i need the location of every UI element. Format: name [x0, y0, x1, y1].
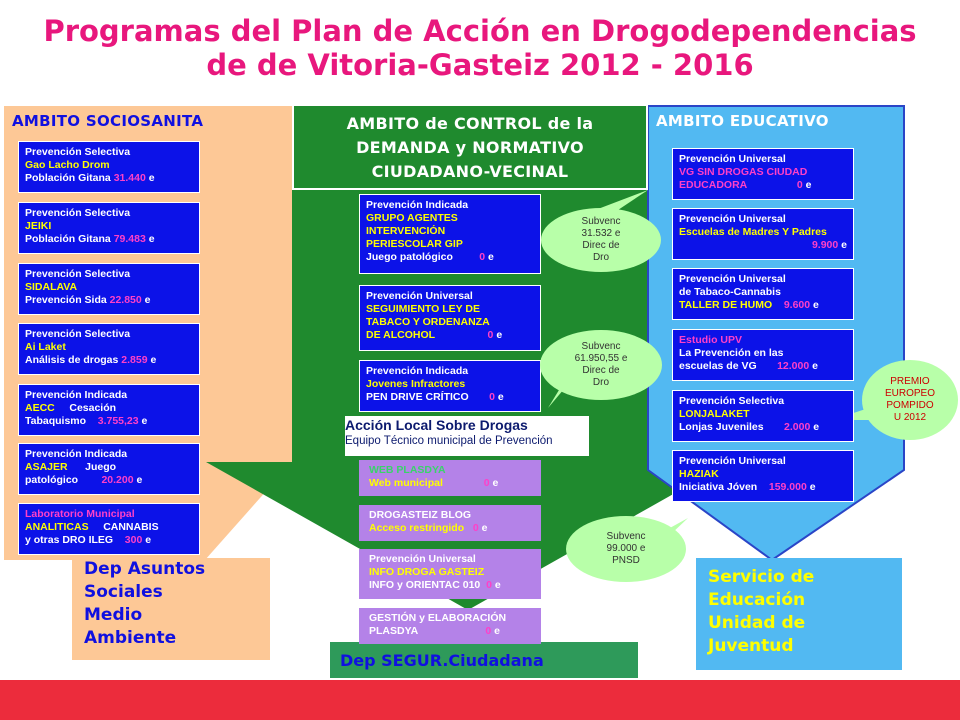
ambito-control-line-1: AMBITO de CONTROL de la: [346, 114, 594, 133]
program-type: Prevención Universal: [679, 273, 786, 285]
program-unit: e: [496, 329, 503, 341]
program-name: VG SIN DROGAS CIUDAD: [679, 166, 808, 178]
ambito-socio-heading: AMBITO SOCIOSANITA: [12, 112, 204, 130]
program-amount: 159.000: [768, 481, 807, 493]
program-unit: e: [813, 299, 819, 311]
program-name: Jovenes Infractores: [366, 378, 466, 390]
program-name: SEGUIMIENTO LEY DE: [366, 303, 480, 315]
ambito-control-heading: [292, 104, 648, 190]
program-name-extra: Cesación: [69, 402, 117, 414]
program-name-2: INTERVENCIÓN: [366, 225, 446, 237]
program-amount: 0: [485, 625, 492, 637]
program-desc: Población Gitana: [25, 172, 111, 184]
program-unit: e: [494, 625, 500, 637]
right-program-box: [672, 208, 854, 260]
program-type: Prevención Selectiva: [25, 268, 131, 280]
program-type: Prevención Indicada: [366, 365, 469, 377]
program-unit: e: [481, 522, 488, 534]
dept-seguridad-ciudadana: Dep SEGUR.Ciudadana: [340, 651, 544, 670]
program-type: Prevención Selectiva: [25, 207, 131, 219]
subvencion-bubble: Subvenc 31.532 e Direc de Dro: [541, 208, 661, 272]
program-unit: e: [487, 251, 494, 263]
title-line-2: de de Vitoria-Gasteiz 2012 - 2016: [206, 48, 754, 82]
ambito-control-line-2: DEMANDA y NORMATIVO: [356, 138, 584, 157]
program-desc: patológico: [25, 474, 79, 486]
right-program-box: [672, 329, 854, 381]
program-type: Prevención Universal: [679, 153, 786, 165]
program-amount: 0: [486, 579, 492, 591]
program-desc: PEN DRIVE CRÍTICO: [366, 391, 469, 403]
program-type: Prevención Selectiva: [679, 395, 785, 407]
program-name: ASAJER: [25, 461, 68, 473]
program-unit: e: [492, 477, 499, 489]
program-amount: 12.000: [777, 360, 810, 372]
left-program-box: [18, 323, 200, 375]
program-amount: 300: [124, 534, 143, 546]
program-amount: 20.200: [101, 474, 134, 486]
program-type: Prevención Universal: [366, 290, 473, 302]
program-unit: e: [145, 534, 152, 546]
program-desc: INFO y ORIENTAC 010: [369, 579, 481, 591]
program-desc: Población Gitana: [25, 233, 111, 245]
program-amount: 2.000: [784, 421, 811, 433]
program-name: ANALITICAS: [25, 521, 89, 533]
program-amount: 2.859: [121, 354, 148, 366]
program-type: Prevención Universal: [369, 553, 476, 565]
left-program-box: [18, 263, 200, 315]
program-desc: Tabaquismo: [25, 415, 87, 427]
program-desc: Lonjas Juveniles: [679, 421, 764, 433]
ambito-control-line-3: CIUDADANO-VECINAL: [371, 162, 569, 181]
program-name: AECC: [25, 402, 55, 414]
program-name: JEIKI: [25, 220, 52, 232]
program-desc: PLASDYA: [369, 625, 419, 637]
program-amount: 0: [483, 477, 490, 489]
program-amount: 79.483: [113, 233, 146, 245]
program-desc: Juego patológico: [366, 251, 453, 263]
program-type: Laboratorio Municipal: [25, 508, 135, 520]
program-unit: e: [497, 391, 504, 403]
program-desc: TALLER DE HUMO: [679, 299, 773, 311]
program-desc: y otras DRO ILEG: [25, 534, 114, 546]
program-desc: Web municipal: [369, 477, 443, 489]
program-name-extra: CANNABIS: [103, 521, 159, 533]
program-desc: Análisis de drogas: [25, 354, 119, 366]
program-unit: e: [144, 294, 151, 306]
program-unit: e: [136, 474, 143, 486]
program-amount: 31.440: [113, 172, 146, 184]
program-name: GRUPO AGENTES: [366, 212, 458, 224]
accion-local-subtitle: Equipo Técnico municipal de Prevención: [345, 435, 553, 447]
program-unit: e: [150, 354, 157, 366]
premio-bubble: PREMIO EUROPEO POMPIDO U 2012: [862, 360, 958, 440]
dept-asuntos-sociales: Dep Asuntos Sociales Medio Ambiente: [84, 559, 206, 648]
program-desc: Prevención Sida: [25, 294, 107, 306]
left-program-box: [18, 443, 200, 495]
program-name: Ai Laket: [25, 341, 66, 353]
purple-program-box: [359, 505, 541, 541]
program-unit: e: [812, 360, 818, 372]
program-unit: e: [813, 421, 820, 433]
program-desc: escuelas de VG: [679, 360, 757, 372]
program-name: de Tabaco-Cannabis: [679, 286, 781, 298]
program-type: WEB PLASDYA: [369, 464, 446, 476]
program-amount: 0: [487, 329, 494, 341]
subvencion-bubble: Subvenc 61.950,55 e Direc de Dro: [540, 330, 662, 400]
program-unit: e: [141, 415, 148, 427]
right-program-box: [672, 268, 854, 320]
accion-local-title: Acción Local Sobre Drogas: [345, 417, 528, 433]
program-name: La Prevención en las: [679, 347, 784, 359]
accion-local-panel: [345, 416, 589, 456]
program-unit: e: [805, 179, 812, 191]
program-name: Escuelas de Madres Y Padres: [679, 226, 827, 238]
program-name: SIDALAVA: [25, 281, 78, 293]
program-unit: e: [148, 233, 155, 245]
program-amount: 0: [479, 251, 486, 263]
program-name: Gao Lacho Drom: [25, 159, 110, 171]
program-amount: 0: [796, 179, 803, 191]
center-program-box: [359, 360, 541, 412]
program-type: Prevención Selectiva: [25, 146, 131, 158]
program-desc: Iniciativa Jóven: [679, 481, 758, 493]
title-line-1: Programas del Plan de Acción en Drogodependencias: [43, 14, 917, 48]
right-program-box: [672, 450, 854, 502]
purple-program-box: [359, 460, 541, 496]
page-title: [0, 14, 960, 82]
program-type: Estudio UPV: [679, 334, 743, 346]
program-unit: e: [494, 579, 501, 591]
program-amount: 9.600: [783, 299, 811, 311]
program-amount: 3.755,23: [97, 415, 139, 427]
program-type: DROGASTEIZ BLOG: [369, 509, 472, 521]
program-name: INFO DROGA GASTEIZ: [369, 566, 485, 578]
program-type: Prevención Indicada: [25, 389, 128, 401]
program-amount: 0: [489, 391, 495, 403]
program-type: Prevención Universal: [679, 455, 786, 467]
bottom-band: [0, 680, 960, 720]
purple-program-box: [359, 608, 541, 644]
program-amount: 0: [472, 522, 479, 534]
purple-program-box: [359, 549, 541, 599]
program-unit: e: [841, 239, 847, 251]
program-unit: e: [148, 172, 155, 184]
right-program-box: [672, 390, 854, 442]
program-type: GESTIÓN y ELABORACIÓN: [369, 612, 507, 624]
left-program-box: [18, 503, 200, 555]
program-amount: 22.850: [109, 294, 142, 306]
program-unit: e: [809, 481, 816, 493]
right-program-box: [672, 148, 854, 200]
center-program-box: [359, 285, 541, 351]
program-name: HAZIAK: [679, 468, 719, 480]
program-name-3: PERIESCOLAR GIP: [366, 238, 463, 250]
program-type: Prevención Selectiva: [25, 328, 131, 340]
left-program-box: [18, 141, 200, 193]
program-amount: 9.900: [811, 239, 839, 251]
ambito-edu-heading: AMBITO EDUCATIVO: [656, 112, 829, 130]
program-name-extra: Juego: [85, 461, 117, 473]
program-desc: Acceso restringido: [369, 522, 465, 534]
program-name-2: TABACO Y ORDENANZA: [366, 316, 490, 328]
program-desc: EDUCADORA: [679, 179, 748, 191]
program-type: Prevención Universal: [679, 213, 786, 225]
subvencion-bubble: Subvenc 99.000 e PNSD: [566, 516, 686, 582]
center-program-box: [359, 194, 541, 274]
program-type: Prevención Indicada: [25, 448, 128, 460]
program-type: Prevención Indicada: [366, 199, 469, 211]
dept-educacion-juventud: Servicio de Educación Unidad de Juventud: [708, 567, 815, 656]
left-program-box: [18, 384, 200, 436]
program-desc: DE ALCOHOL: [366, 329, 436, 341]
left-program-box: [18, 202, 200, 254]
program-name: LONJALAKET: [679, 408, 750, 420]
